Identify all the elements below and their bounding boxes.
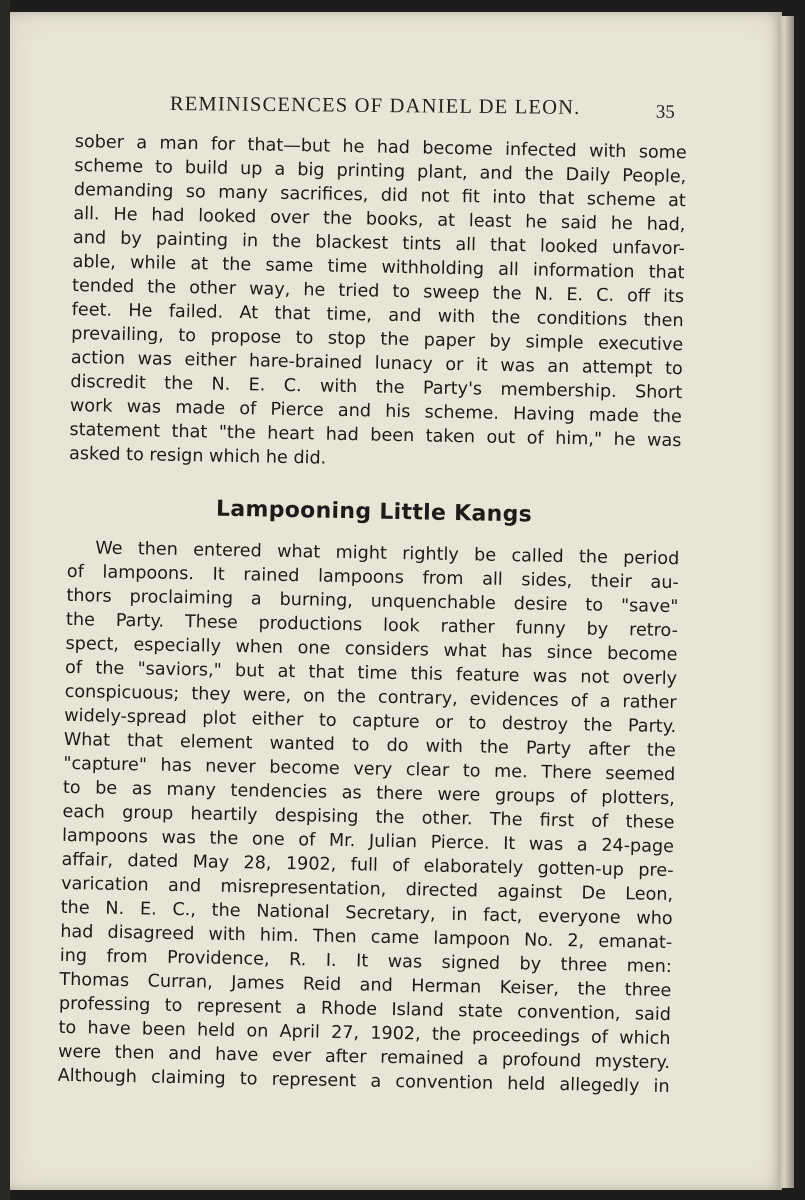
text-line: action was either hare-brained lunacy or it was an attempt to xyxy=(70,347,683,380)
text-line: spect, especially when one considers what has since become xyxy=(65,633,678,666)
text-line: prevailing, to propose to stop the paper by simple executive xyxy=(71,323,684,356)
paragraph-2 xyxy=(57,536,679,1099)
text-line: of the "saviors," but at that time this feature was not overly xyxy=(64,657,678,690)
text-line: ing from Providence, R. I. It was signed by three men: xyxy=(59,945,672,978)
text-line: all. He had looked over the books, at least he said he had, xyxy=(73,203,686,236)
running-title: REMINISCENCES OF DANIEL DE LEON. xyxy=(169,92,581,119)
text-line: demanding so many sacrifices, did not fit into that scheme at xyxy=(73,179,686,212)
text-line: Although claiming to represent a convention held allegedly in xyxy=(57,1065,670,1098)
body-text xyxy=(57,130,686,1099)
text-line: professing to represent a Rhode Island state convention, said xyxy=(58,993,672,1026)
text-line: had disagreed with him. Then came lampoon No. 2, emanat- xyxy=(60,921,673,954)
text-line: able, while at the same time withholding all information that xyxy=(72,251,685,284)
text-line: and by painting in the blackest tints all that looked unfavor- xyxy=(72,227,686,260)
text-line: thors proclaiming a burning, unquenchable desire to "save" xyxy=(66,585,679,618)
text-line: varication and misrepresentation, directed against De Leon, xyxy=(60,873,674,906)
text-line: tended the other way, he tried to sweep the N. E. C. off its xyxy=(71,275,685,308)
text-line: were then and have ever after remained a profound mystery. xyxy=(57,1041,671,1074)
text-line: work was made of Pierce and his scheme. Having made the xyxy=(69,395,683,428)
text-line: statement that "the heart had been taken out of him," he was xyxy=(69,419,682,452)
text-line: the N. E. C., the National Secretary, in fact, everyone who xyxy=(60,897,673,930)
text-line: affair, dated May 28, 1902, full of elaborately gotten-up pre- xyxy=(61,849,674,882)
text-line: discredit the N. E. C. with the Party's membership. Short xyxy=(70,371,683,404)
text-line: the Party. These productions look rather funny by retro- xyxy=(65,609,679,642)
text-line: to have been held on April 27, 1902, the proceedings of which xyxy=(58,1017,671,1050)
text-line: Thomas Curran, James Reid and Herman Keiser, the three xyxy=(59,969,672,1002)
text-line: asked to resign which he did. xyxy=(68,443,327,469)
text-line: of lampoons. It rained lampoons from all sides, their au- xyxy=(66,561,679,594)
text-line: feet. He failed. At that time, and with the conditions then xyxy=(71,299,684,332)
text-line: sober a man for that—but he had become infected with some xyxy=(74,131,687,164)
text-line: conspicuous; they were, on the contrary, evidences of a rather xyxy=(64,681,677,714)
text-line: widely-spread plot either to capture or to destroy the Party. xyxy=(64,705,677,738)
text-line: What that element wanted to do with the Party after the xyxy=(63,729,676,762)
text-line: "capture" has never become very clear to me. There seemed xyxy=(63,753,676,786)
page-edge xyxy=(778,16,794,1188)
text-line: to be as many tendencies as there were groups of plotters, xyxy=(62,777,676,810)
book-spine xyxy=(0,0,10,1200)
text-line: scheme to build up a big printing plant, and the Daily People, xyxy=(74,155,687,188)
section-heading: Lampooning Little Kangs xyxy=(215,496,533,528)
page-number: 35 xyxy=(655,101,675,123)
text-line: each group heartily despising the other. The first of these xyxy=(62,801,675,834)
text-line: We then entered what might rightly be called the period xyxy=(95,538,680,570)
text-line: lampoons was the one of Mr. Julian Pierce. It was a 24-page xyxy=(61,825,675,858)
paragraph-1 xyxy=(69,130,687,477)
